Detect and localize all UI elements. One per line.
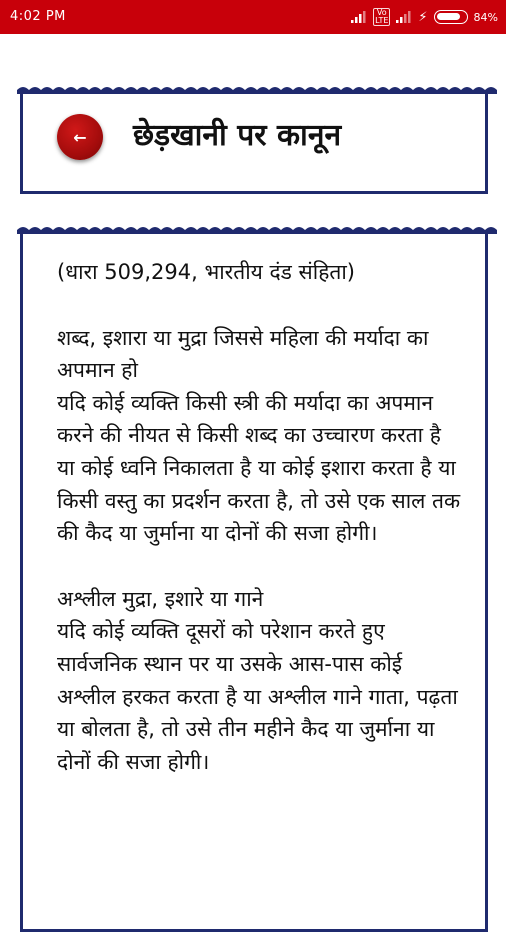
header-card [20,92,488,194]
back-button[interactable] [57,114,103,160]
signal-icon [351,11,367,23]
section2-body: यदि कोई व्यक्ति दूसरों को परेशान करते हुए सार्वजनिक स्थान पर या उसके आस-पास कोई अश्लील हरकत करता है या अश्लील गाने गाता, पढ़ता या बोलता है, तो उसे तीन महीने कैद या जुर्माना या दोनों की सजा होगी। [57,619,458,774]
page-title: छेड़खानी पर कानून [133,118,342,153]
status-time: 4:02 PM [10,9,66,24]
signal-icon-2 [396,11,412,23]
status-icons [351,8,498,26]
section1-body: यदि कोई व्यक्ति किसी स्त्री की मर्यादा का अपमान करने की नीयत से किसी शब्द का उच्चारण करता है या कोई ध्वनि निकालता है या कोई इशारा करता है या किसी वस्तु का प्रदर्शन करता है, तो उसे एक साल तक की कैद या जुर्माना या दोनों की सजा होगी। [57,390,461,546]
battery-fill [437,13,460,20]
charging-icon: ⚡ [418,9,428,25]
battery-percent: 84% [473,10,498,24]
volte-icon: Vo LTE [375,8,389,25]
content-card [20,232,488,932]
law-text [57,256,463,778]
arrow-left-icon: ← [73,127,87,147]
section1-heading: शब्द, इशारा या मुद्रा जिससे महिला की मर्यादा का अपमान हो [57,325,429,383]
section-reference: (धारा 509,294, भारतीय दंड संहिता) [57,260,355,284]
ornamental-border [17,224,497,236]
ornamental-border [17,84,497,96]
status-bar [0,0,506,34]
section2-heading: अश्लील मुद्रा, इशारे या गाने [57,586,264,611]
battery-icon [434,10,468,24]
